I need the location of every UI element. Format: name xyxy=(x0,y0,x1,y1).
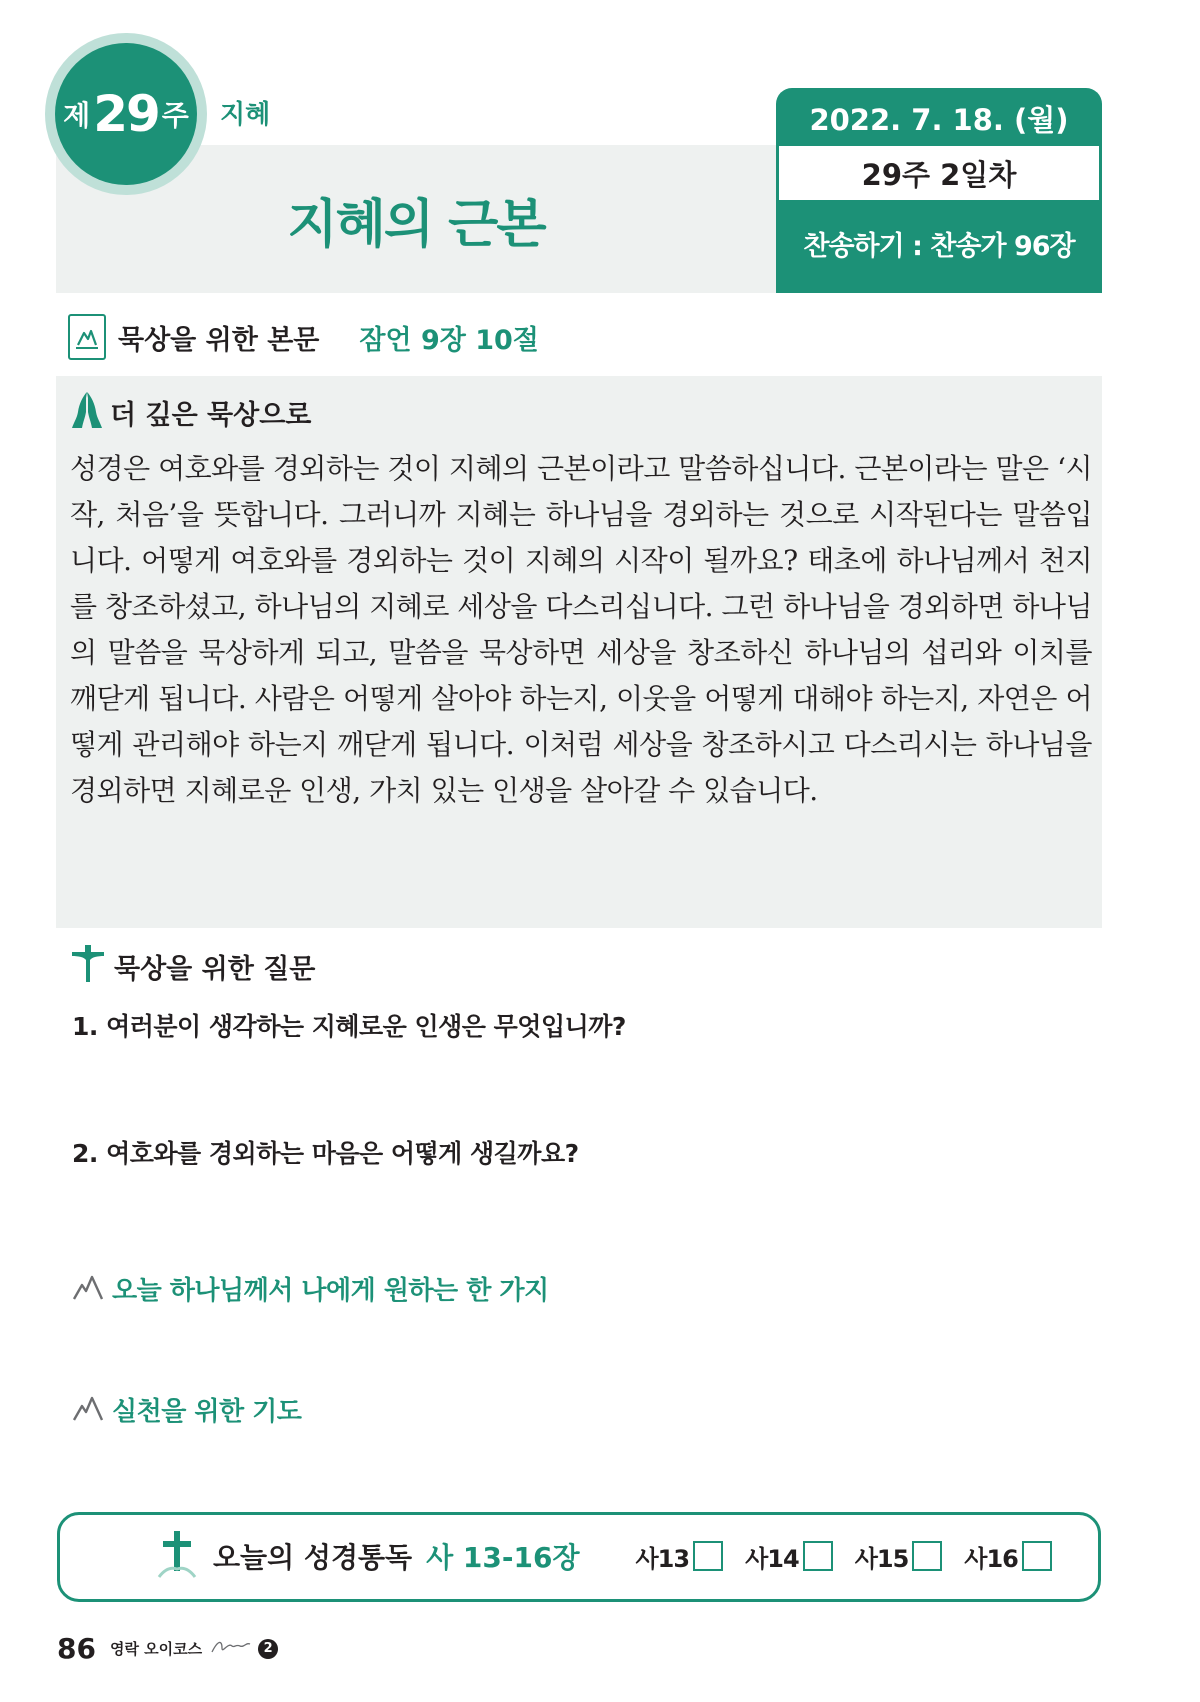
meditation-body: 성경은 여호와를 경외하는 것이 지혜의 근본이라고 말씀하십니다. 근본이라는 말은 ‘시작, 처음’을 뜻합니다. 그러니까 지혜는 하나님을 경외하는 것으로 시작된다는 말씀입니다. 어떻게 여호와를 경외하는 것이 지혜의 시작이 될까요? 태초에 하나님께서 천지를 창조하셨고, 하나님의 지혜로 세상을 다스리십니다. 그런 하나님을 경외하면 하나님의 말씀을 묵상하게 되고, 말씀을 묵상하면 세상을 창조하신 하나님의 섭리와 이치를 깨닫게 됩니다. 사람은 어떻게 살아야 하는지, 이웃을 어떻게 대해야 하는지, 자연은 어떻게 관리해야 하는지 깨닫게 됩니다. 이처럼 세상을 창조하시고 다스리시는 하나님을 경외하면 지혜로운 인생, 가치 있는 인생을 살아갈 수 있습니다. xyxy=(70,452,1092,807)
bible-reading-reference: 사 13-16장 xyxy=(426,1541,580,1574)
day-label: 29주 2일차 xyxy=(779,146,1099,200)
page-title: 지혜의 근본 xyxy=(287,195,545,255)
chapter-label: 사14 xyxy=(745,1544,799,1573)
date-panel xyxy=(776,88,1102,293)
chapter-checkbox-4[interactable] xyxy=(964,1539,1052,1574)
scripture-row xyxy=(68,314,539,360)
chapter-label: 사13 xyxy=(635,1544,690,1573)
bible-reading-row xyxy=(155,1526,1074,1586)
questions-heading: 묵상을 위한 질문 xyxy=(114,953,316,985)
hymn-label: 찬송하기 : 찬송가 96장 xyxy=(803,231,1075,262)
chapter-label: 사15 xyxy=(854,1544,909,1573)
questions-heading-row xyxy=(70,944,315,988)
mountain-icon xyxy=(72,1273,104,1305)
checkbox[interactable] xyxy=(1022,1541,1052,1571)
question-2: 2. 여호와를 경외하는 마음은 어떻게 생길까요? xyxy=(72,1139,579,1168)
prayer-label: 실천을 위한 기도 xyxy=(112,1397,302,1427)
chapter-label: 사16 xyxy=(964,1544,1018,1573)
signature-icon xyxy=(210,1636,252,1662)
bible-reading-label: 오늘의 성경통독 xyxy=(213,1541,413,1574)
book-icon xyxy=(68,314,106,360)
checkbox[interactable] xyxy=(912,1541,942,1571)
mountain-icon xyxy=(72,1394,104,1426)
checkbox[interactable] xyxy=(693,1541,723,1571)
chapter-checkbox-1[interactable] xyxy=(636,1539,724,1574)
question-1: 1. 여러분이 생각하는 지혜로운 인생은 무엇입니까? xyxy=(72,1012,626,1041)
praying-hands-icon xyxy=(70,390,104,434)
cross-icon xyxy=(155,1529,199,1583)
page-number: 86 xyxy=(57,1632,96,1665)
week-theme: 지혜 xyxy=(220,100,271,130)
today-wish-label: 오늘 하나님께서 나에게 원하는 한 가지 xyxy=(112,1276,549,1306)
date-text: 2022. 7. 18. (월) xyxy=(809,103,1069,137)
chapter-checkbox-3[interactable] xyxy=(855,1539,943,1574)
checkbox[interactable] xyxy=(803,1541,833,1571)
week-number: 29 xyxy=(93,85,159,143)
meditation-heading-row xyxy=(70,390,311,434)
page-footer xyxy=(57,1632,278,1665)
scripture-reference: 잠언 9장 10절 xyxy=(359,324,539,356)
volume-badge: 2 xyxy=(258,1639,278,1659)
week-badge xyxy=(55,43,197,185)
chapter-checkbox-2[interactable] xyxy=(745,1539,833,1574)
scripture-label: 묵상을 위한 본문 xyxy=(118,324,320,356)
today-wish-row xyxy=(72,1270,549,1307)
cross-icon xyxy=(70,944,106,988)
publication-name: 영락 오이코스 xyxy=(109,1640,203,1658)
meditation-heading: 더 깊은 묵상으로 xyxy=(110,399,312,431)
week-prefix: 제 xyxy=(63,99,91,132)
prayer-row xyxy=(72,1391,301,1428)
week-suffix: 주 xyxy=(161,99,189,132)
